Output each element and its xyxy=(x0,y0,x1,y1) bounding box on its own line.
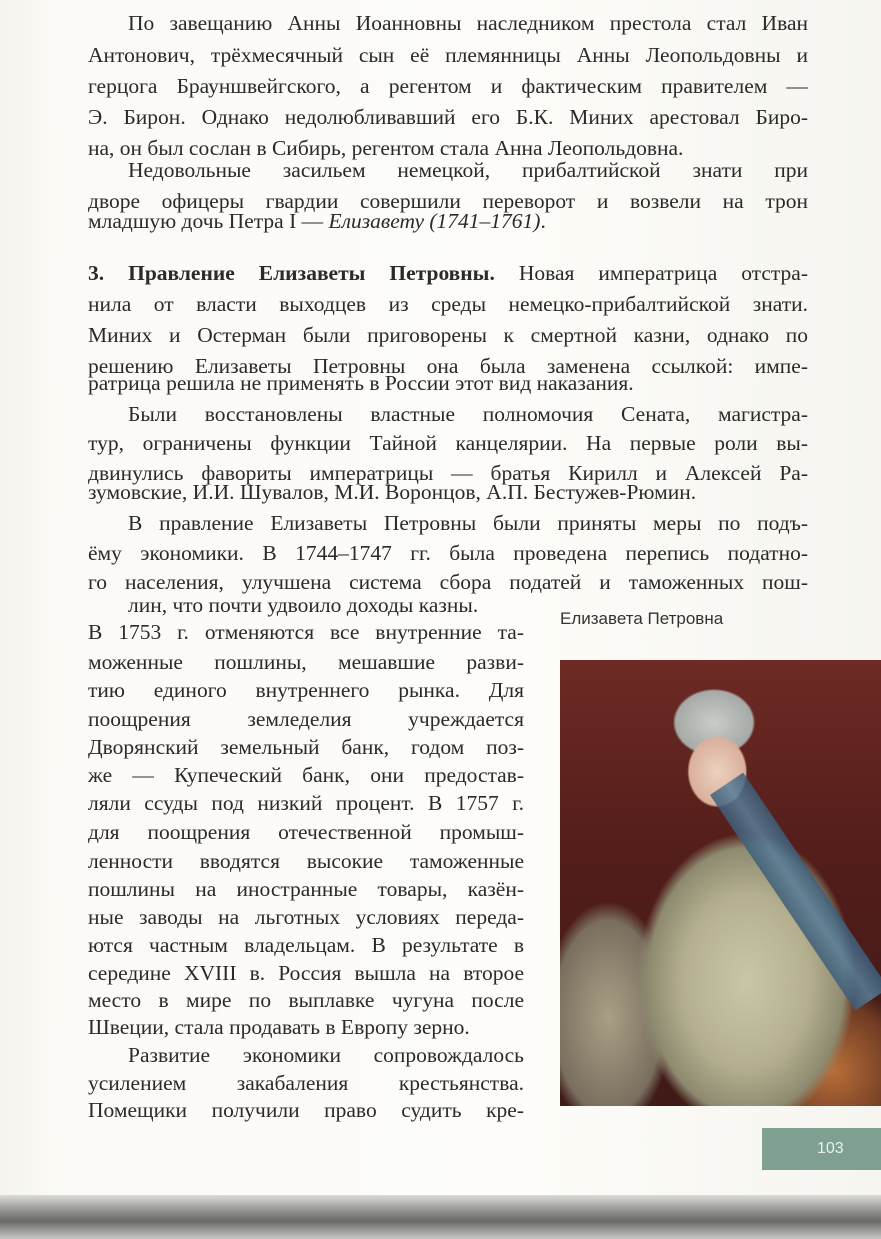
text-line: тию единого внутреннего рынка. Для xyxy=(88,678,524,702)
text-line: ленности вводятся высокие таможенные xyxy=(88,849,524,873)
text-line: герцога Брауншвейгского, а регентом и фактическим правителем — xyxy=(88,74,808,98)
portrait-image xyxy=(560,660,881,1106)
text-line xyxy=(88,206,808,236)
text-line: место в мире по выплавке чугуна после xyxy=(88,988,524,1012)
text-line: моженные пошлины, мешавшие разви- xyxy=(88,650,524,674)
text-fragment: младшую дочь Петра I — xyxy=(88,209,329,233)
text-line: Развитие экономики сопровождалось xyxy=(128,1043,524,1067)
text-line: двинулись фавориты императрицы — братья Кирилл и Алексей Ра- xyxy=(88,461,808,485)
text-line: зумовские, И.И. Шувалов, М.И. Воронцов, А.П. Бестужев-Рюмин. xyxy=(88,480,697,504)
text-line: ные заводы на льготных условиях переда- xyxy=(88,905,524,929)
text-line: Миних и Остерман были приговорены к смертной казни, однако по xyxy=(88,323,808,347)
text-line: на, он был сослан в Сибирь, регентом стала Анна Леопольдовна. xyxy=(88,136,684,160)
page-number: 103 xyxy=(762,1128,881,1170)
text-line: для поощрения отечественной промыш- xyxy=(88,820,524,844)
text-line: нила от власти выходцев из среды немецко-прибалтийской знати. xyxy=(88,292,808,316)
text-line: усилением закабаления крестьянства. xyxy=(88,1071,524,1095)
section-heading-line xyxy=(88,258,808,288)
text-line: Э. Бирон. Однако недолюбливавший его Б.К. Миних арестовал Биро- xyxy=(88,105,808,129)
text-line: же — Купеческий банк, они предостав- xyxy=(88,763,524,787)
text-line: ёму экономики. В 1744–1747 гг. была проведена перепись податно- xyxy=(88,541,808,565)
page-edge-shadow xyxy=(0,1195,881,1239)
portrait-sash xyxy=(710,773,881,1011)
text-line: пошлины на иностранные товары, казён- xyxy=(88,877,524,901)
text-line: тур, ограничены функции Тайной канцелярии. На первые роли вы- xyxy=(88,431,808,455)
text-fragment: Новая императрица отстра- xyxy=(494,261,808,285)
text-fragment: . xyxy=(540,209,546,233)
text-line: решению Елизаветы Петровны она была заменена ссылкой: импе- xyxy=(88,354,808,378)
text-line: В правление Елизаветы Петровны были приняты меры по подъ- xyxy=(128,511,808,535)
text-line: В 1753 г. отменяются все внутренние та- xyxy=(88,620,524,644)
text-line: го населения, улучшена система сбора податей и таможенных пош- xyxy=(88,570,808,594)
text-line: лин, что почти удвоило доходы казны. xyxy=(128,593,479,617)
text-line: Швеции, стала продавать в Европу зерно. xyxy=(88,1015,470,1039)
text-line: поощрения земледелия учреждается xyxy=(88,707,524,731)
text-line: Помещики получили право судить кре- xyxy=(88,1098,524,1122)
text-line: Антонович, трёхмесячный сын её племянницы Анны Леопольдовны и xyxy=(88,43,808,67)
italic-term: Елизавету (1741–1761) xyxy=(328,209,541,233)
text-line: По завещанию Анны Иоанновны наследником престола стал Иван xyxy=(128,11,808,35)
text-line: дворе офицеры гвардии совершили переворот и возвели на трон xyxy=(88,189,808,213)
text-line: середине XVIII в. Россия вышла на второе xyxy=(88,961,524,985)
section-heading: 3. Правление Елизаветы Петровны. xyxy=(88,261,495,285)
text-line: Были восстановлены властные полномочия Сената, магистра- xyxy=(128,402,808,426)
text-line: ются частным владельцам. В результате в xyxy=(88,933,524,957)
text-line: ляли ссуды под низкий процент. В 1757 г. xyxy=(88,791,524,815)
text-line: Недовольные засильем немецкой, прибалтийской знати при xyxy=(128,158,808,182)
text-line: Дворянский земельный банк, годом поз- xyxy=(88,735,524,759)
text-line: ратрица решила не применять в России этот вид наказания. xyxy=(88,371,634,395)
image-caption: Елизавета Петровна xyxy=(560,609,724,628)
